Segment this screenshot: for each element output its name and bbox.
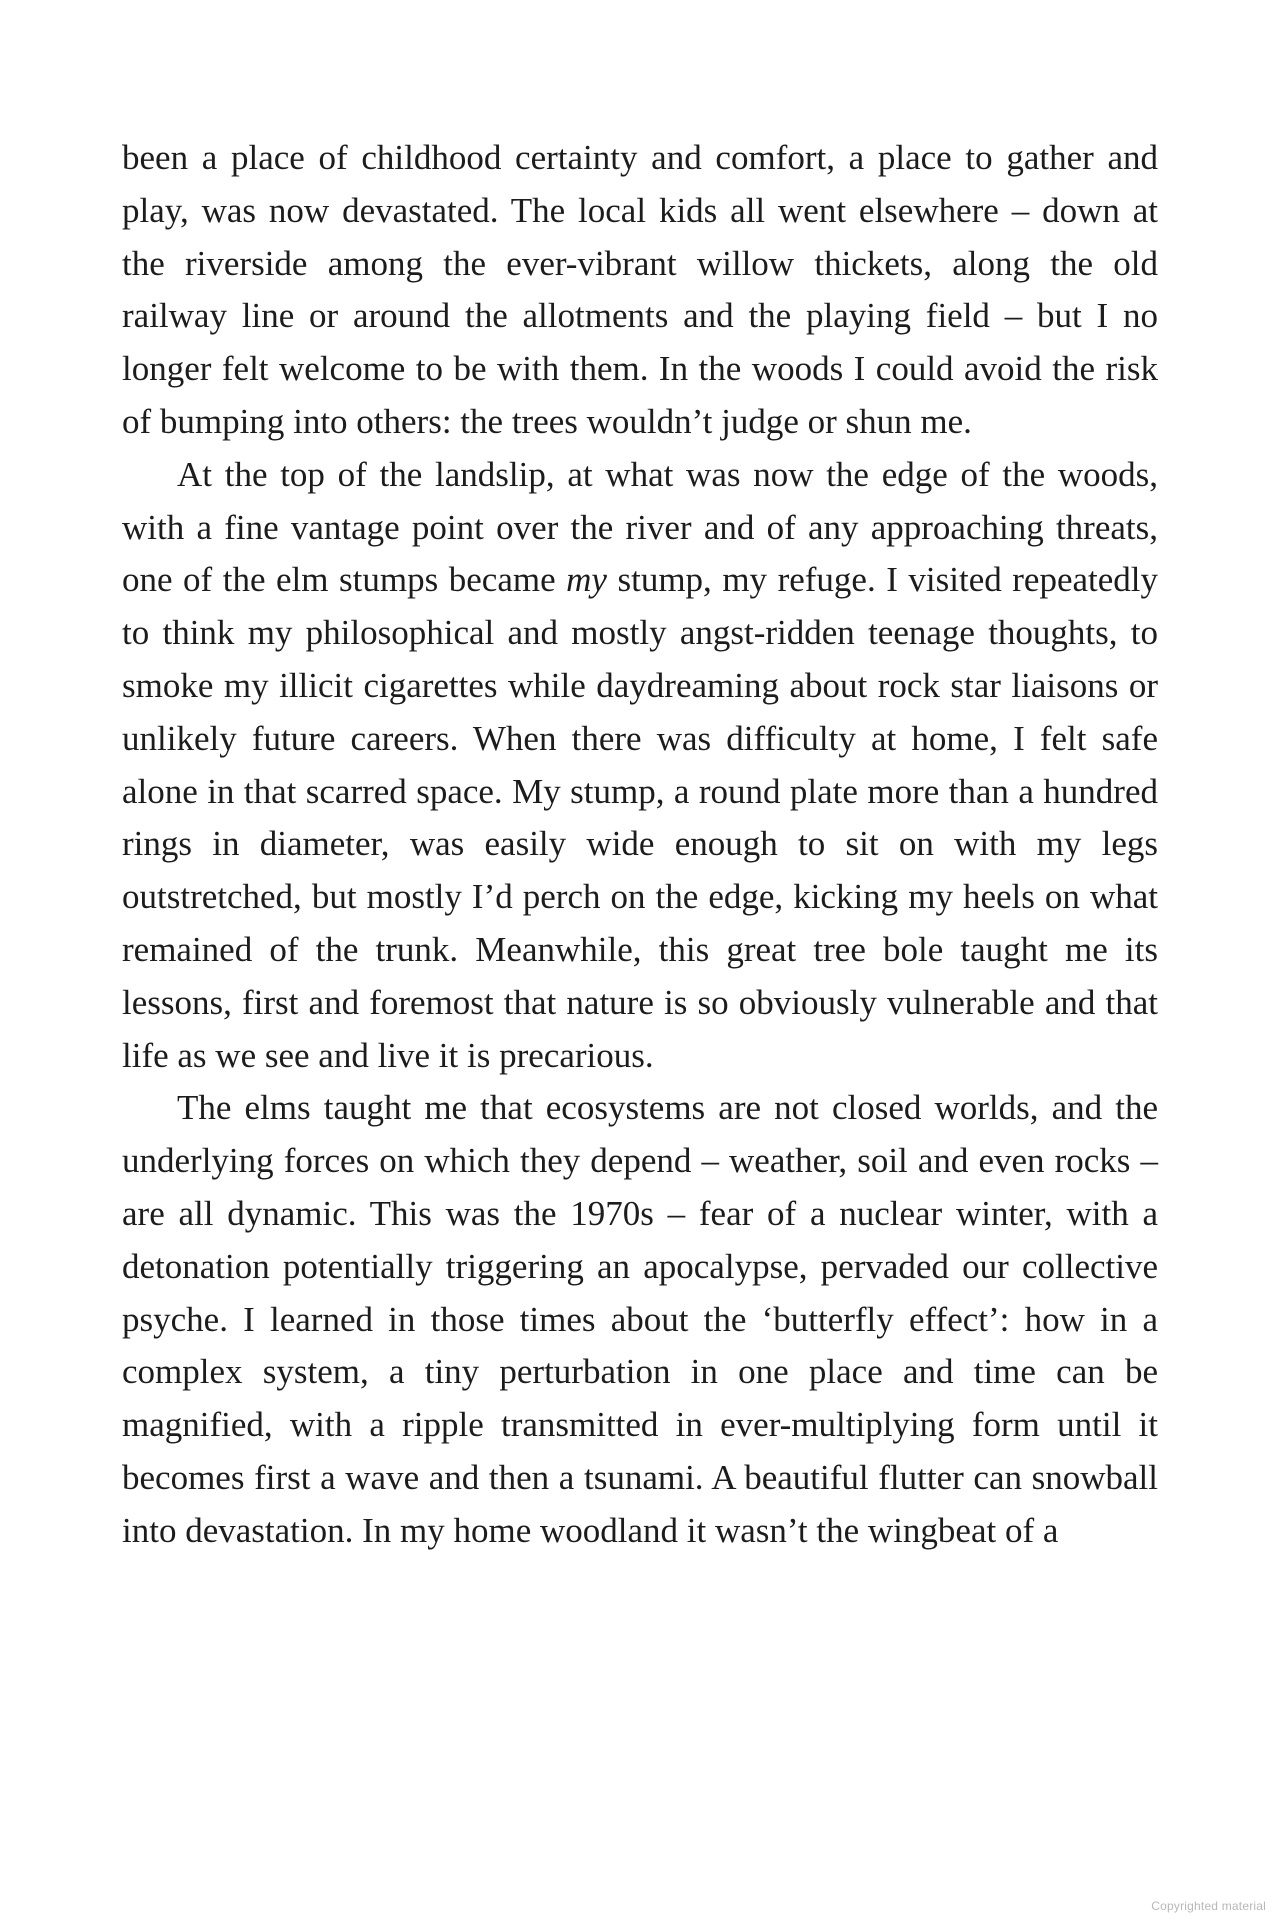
paragraph-3 — [122, 1082, 1158, 1557]
paragraph-2-italic-word: my — [566, 560, 607, 600]
paragraph-2 — [122, 449, 1158, 1083]
copyright-watermark: Copyrighted material — [1151, 1899, 1266, 1913]
paragraph-3-text: The elms taught me that ecosystems are not closed worlds, and the underlying forces on which they depend – weather, soil and even rocks – are all dynamic. This was the 1970s – fear of a nuclear winter, with a detonation potentially triggering an apocalypse, pervaded our collective psyche. I learned in those times about the ‘butterfly effect’: how in a complex system, a tiny perturbation in one place and time can be magnified, with a ripple transmitted in ever-multiplying form until it becomes first a wave and then a tsunami. A beautiful flutter can snowball into devastation. In my home woodland it wasn’t the wingbeat of a — [122, 1088, 1158, 1550]
paragraph-2-text-b: stump, my refuge. I visited repeatedly to think my philosophical and mostly angst-ridden teenage thoughts, to smoke my illicit cigarettes while daydreaming about rock star liaisons or unlikely future careers. When there was difficulty at home, I felt safe alone in that scarred space. My stump, a round plate more than a hundred rings in diameter, was easily wide enough to sit on with my legs outstretched, but mostly I’d perch on the edge, kicking my heels on what remained of the trunk. Meanwhile, this great tree bole taught me its lessons, first and foremost that nature is so obviously vulnerable and that life as we see and live it is precarious. — [122, 560, 1158, 1075]
page-body — [122, 132, 1158, 1558]
paragraph-1 — [122, 132, 1158, 449]
paragraph-1-text: been a place of childhood certainty and comfort, a place to gather and play, was now devastated. The local kids all went elsewhere – down at the riverside among the ever-vibrant willow thickets, along the old railway line or around the allotments and the playing field – but I no longer felt welcome to be with them. In the woods I could avoid the risk of bumping into others: the trees wouldn’t judge or shun me. — [122, 138, 1158, 441]
paragraph-2-text-a: At the top of the landslip, at what was now the edge of the woods, with a fine vantage point over the river and of any approaching threats, one of the elm stumps became — [122, 454, 1158, 600]
